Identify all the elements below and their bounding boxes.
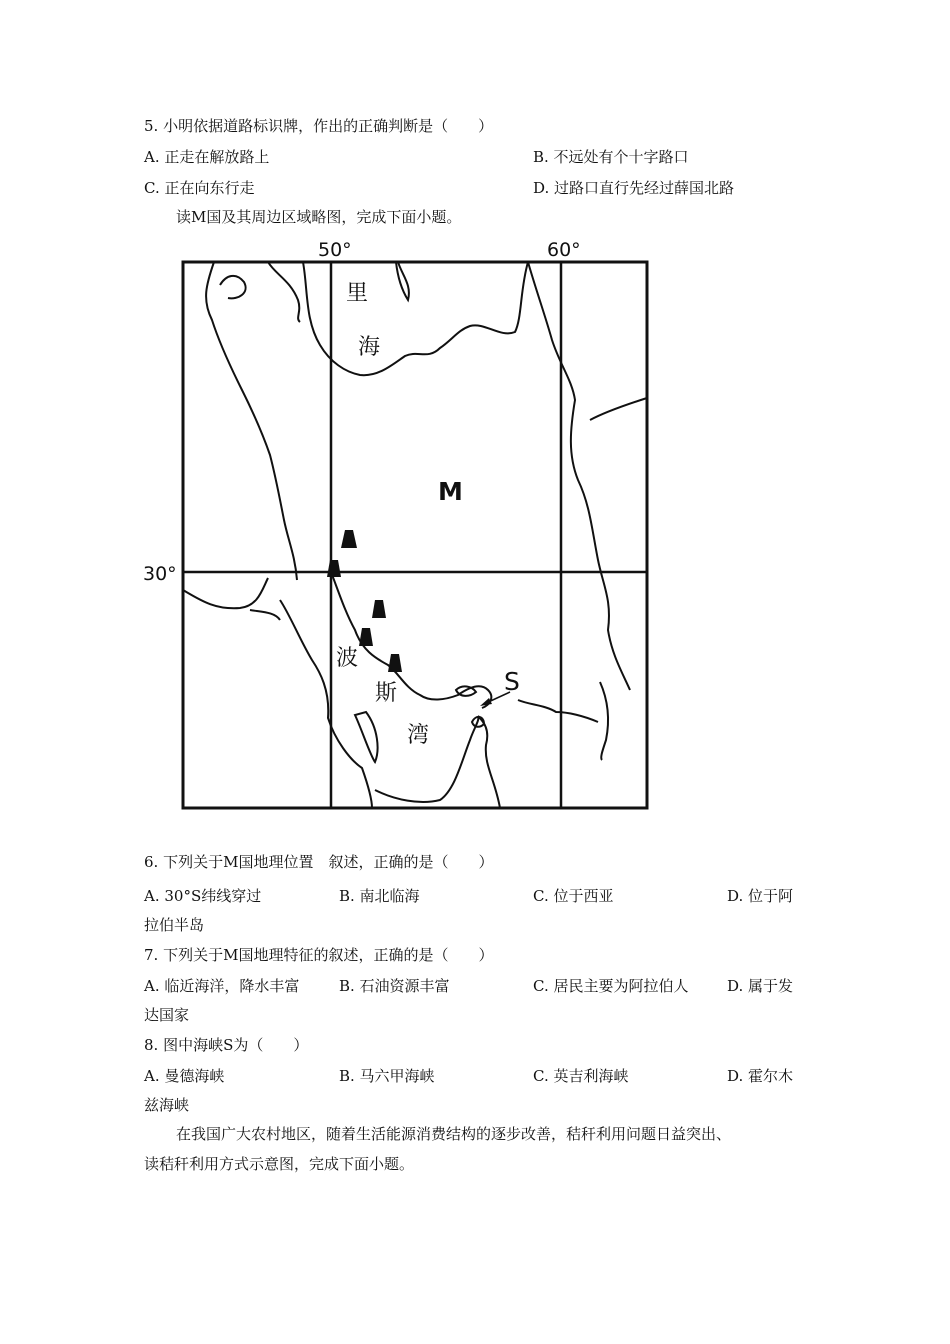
iraq-border — [183, 578, 280, 620]
q7-stem: 7. 下列关于M国地理特征的叙述，正确的是（ ） — [144, 946, 494, 964]
q8-option-c: C. 英吉利海峡 — [533, 1067, 629, 1085]
east-border — [528, 262, 630, 690]
q5-option-b: B. 不远处有个十字路口 — [533, 148, 689, 166]
west-border — [206, 262, 297, 580]
lon-60-label: 60° — [547, 239, 581, 261]
q8-option-d: D. 霍尔木 — [727, 1067, 794, 1085]
lon-50-label: 50° — [318, 239, 352, 261]
gulf-label-1: 波 — [336, 646, 359, 671]
q6-option-c: C. 位于西亚 — [533, 887, 614, 905]
q8-option-d-continued: 兹海峡 — [144, 1096, 190, 1114]
q5-option-c: C. 正在向东行走 — [144, 179, 255, 197]
straw-intro-line-1: 在我国广大农村地区，随着生活能源消费结构的逐步改善，秸秆利用问题日益突出、 — [176, 1125, 732, 1143]
caspian-coast — [303, 262, 528, 375]
map-intro: 读M国及其周边区域略图，完成下面小题。 — [176, 208, 462, 226]
oil-marker — [359, 628, 373, 646]
q6-option-d: D. 位于阿 — [727, 887, 794, 905]
straw-intro-line-2: 读秸秆利用方式示意图，完成下面小题。 — [144, 1155, 415, 1173]
caspian-label-1: 里 — [346, 281, 369, 306]
q5-option-d: D. 过路口直行先经过薛国北路 — [533, 179, 735, 197]
q7-option-a: A. 临近海洋，降水丰富 — [144, 977, 300, 995]
lat-30-label: 30° — [143, 563, 177, 585]
oil-marker — [372, 600, 386, 618]
q5-option-a: A. 正走在解放路上 — [144, 148, 270, 166]
oil-marker — [388, 654, 402, 672]
nw-border-bits — [268, 262, 300, 322]
oil-marker — [341, 530, 357, 548]
q8-option-a: A. 曼德海峡 — [144, 1067, 225, 1085]
q6-option-a: A. 30°S纬线穿过 — [144, 887, 262, 905]
kuwait-coast — [280, 600, 372, 808]
gulf-north-coast — [331, 572, 491, 708]
oman-gulf-coast — [518, 700, 598, 722]
q6-option-b: B. 南北临海 — [339, 887, 420, 905]
strait-s-label: S — [504, 667, 520, 696]
pak-border — [600, 682, 608, 760]
caspian-label-2: 海 — [358, 335, 381, 360]
q5-stem: 5. 小明依据道路标识牌，作出的正确判断是（ ） — [144, 117, 494, 135]
q7-option-c: C. 居民主要为阿拉伯人 — [533, 977, 689, 995]
lake-urmia-area — [220, 276, 246, 299]
q8-option-b: B. 马六甲海峡 — [339, 1067, 435, 1085]
q7-option-d: D. 属于发 — [727, 977, 794, 995]
gulf-label-3: 湾 — [407, 723, 430, 748]
afghan-border — [590, 398, 647, 420]
q6-stem: 6. 下列关于M国地理位置 叙述，正确的是（ ） — [144, 853, 494, 871]
country-m-label: M — [438, 477, 463, 506]
q7-option-b: B. 石油资源丰富 — [339, 977, 450, 995]
qatar — [355, 712, 378, 762]
q7-option-d-continued: 达国家 — [144, 1006, 190, 1024]
gulf-label-2: 斯 — [375, 681, 398, 706]
gulf-south-coast — [375, 716, 500, 808]
oil-marker — [327, 560, 341, 577]
q8-stem: 8. 图中海峡S为（ ） — [144, 1036, 309, 1054]
q6-option-d-continued: 拉伯半岛 — [144, 916, 205, 934]
caspian-islet — [396, 262, 409, 300]
